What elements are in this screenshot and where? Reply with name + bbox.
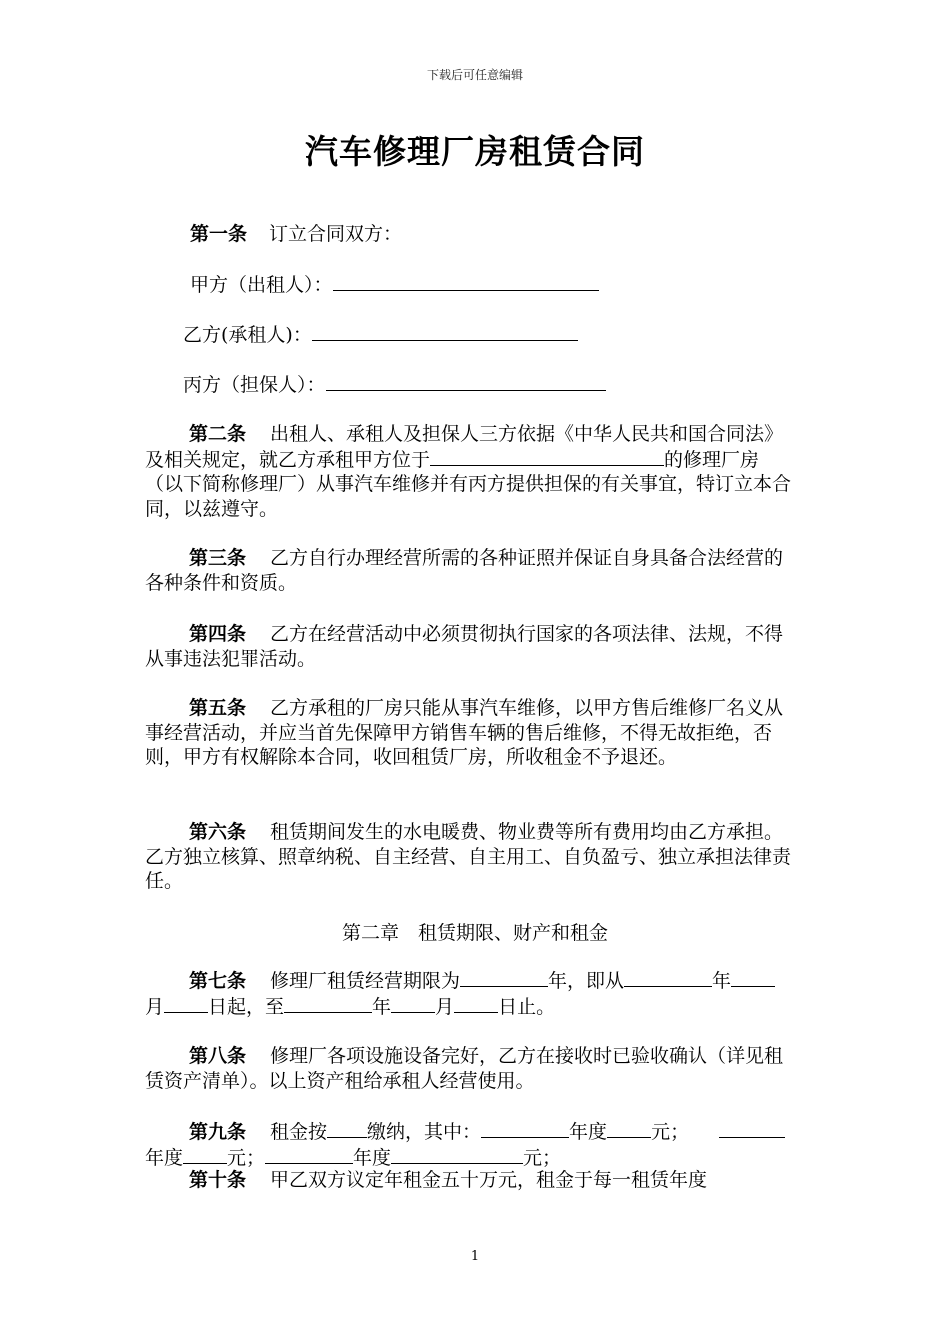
- article-9-text-7: 年度: [353, 1146, 392, 1169]
- article-1: [190, 222, 402, 246]
- start-month-blank: [731, 968, 775, 987]
- article-6-text: 租赁期间发生的水电暖费、物业费等所有费用均由乙方承担。乙方独立核算、照章纳税、自主经营、自主用工、自负盈亏、独立承担法律责任。: [145, 821, 792, 892]
- article-1-text: 订立合同双方：: [269, 223, 403, 245]
- article-5-text: 乙方承租的厂房只能从事汽车维修，以甲方售后维修厂名义从事经营活动，并应当首先保障甲方销售车辆的售后维修，不得无故拒绝，否则，甲方有权解除本合同，收回租赁厂房，所收租金不予退还。: [145, 697, 784, 768]
- article-6-label: 第六条: [189, 821, 247, 843]
- article-10: [145, 1168, 793, 1193]
- lessor-line: [190, 272, 599, 297]
- article-9-text-1: 租金按: [270, 1121, 328, 1143]
- page-number: 1: [470, 1249, 480, 1264]
- article-8-label: 第八条: [189, 1045, 247, 1067]
- end-day-blank: [454, 994, 498, 1013]
- article-6: [145, 820, 793, 894]
- article-2: [145, 422, 793, 521]
- header-note: 下载后可任意编辑: [426, 68, 523, 82]
- article-9-text-8: 元；: [523, 1146, 562, 1169]
- start-year-blank: [624, 968, 712, 987]
- article-7-text-7: 月: [435, 995, 455, 1018]
- article-5: [145, 696, 793, 770]
- article-4-text: 乙方在经营活动中必须贯彻执行国家的各项法律、法规，不得从事违法犯罪活动。: [145, 623, 784, 670]
- article-4: [145, 622, 793, 671]
- article-2-label: 第二条: [189, 423, 247, 445]
- amount-3-blank: [391, 1145, 523, 1164]
- start-day-blank: [164, 994, 208, 1013]
- year-2-blank: [719, 1119, 785, 1138]
- year-3-blank: [265, 1145, 353, 1164]
- article-2-text-2: 的修理厂房（以下简称修理厂）从事汽车维修并有丙方提供担保的有关事宜，特订立本合同，以兹遵守。: [145, 448, 792, 520]
- amount-2-blank: [183, 1145, 227, 1164]
- end-year-blank: [284, 994, 372, 1013]
- article-2-text-1: 出租人、承租人及担保人三方依据《中华人民共和国合同法》及相关规定，就乙方承租甲方位于: [145, 423, 784, 471]
- article-1-label: 第一条: [190, 223, 248, 245]
- lessor-label: 甲方（出租人）：: [190, 274, 333, 296]
- article-8: [145, 1044, 793, 1093]
- article-7-text-3: 年: [712, 970, 732, 992]
- article-7-text-1: 修理厂租赁经营期限为: [270, 970, 461, 992]
- article-9-label: 第九条: [189, 1121, 247, 1143]
- lessee-blank: [312, 322, 578, 341]
- document-title: 汽车修理厂房租赁合同: [305, 132, 645, 171]
- guarantor-line: [183, 372, 606, 397]
- article-9-text-4: 元；: [651, 1121, 690, 1143]
- chapter-heading: 第二章 租赁期限、财产和租金: [341, 922, 608, 944]
- article-7-text-4: 月: [145, 995, 165, 1018]
- lessor-blank: [333, 272, 599, 291]
- article-7-text-2: 年，即从: [548, 970, 625, 992]
- end-month-blank: [391, 994, 435, 1013]
- article-10-text: 甲乙双方议定年租金五十万元，租金于每一租赁年度: [270, 1169, 708, 1191]
- year-1-blank: [481, 1119, 569, 1138]
- lessee-label: 乙方(承租人)：: [183, 324, 312, 346]
- location-blank: [430, 447, 664, 466]
- article-9-text-5: 年度: [145, 1146, 184, 1169]
- article-3-label: 第三条: [189, 547, 247, 569]
- guarantor-label: 丙方（担保人）：: [183, 374, 326, 396]
- article-9-text-3: 年度: [569, 1121, 608, 1143]
- article-7-text-6: 年: [372, 995, 392, 1018]
- article-5-label: 第五条: [189, 697, 247, 719]
- article-4-label: 第四条: [189, 623, 247, 645]
- article-10-label: 第十条: [189, 1169, 247, 1191]
- article-7-text-8: 日止。: [498, 995, 556, 1018]
- guarantor-blank: [326, 372, 606, 391]
- lessee-line: [183, 322, 578, 347]
- article-3-text: 乙方自行办理经营所需的各种证照并保证自身具备合法经营的各种条件和资质。: [145, 547, 784, 594]
- article-9-text-6: 元；: [227, 1146, 266, 1169]
- amount-1-blank: [607, 1119, 651, 1138]
- term-years-blank: [460, 968, 548, 987]
- article-7-text-5: 日起，至: [208, 995, 285, 1018]
- article-7: [145, 968, 793, 1019]
- payment-method-blank: [327, 1119, 367, 1138]
- article-9-text-2: 缴纳，其中：: [367, 1121, 482, 1143]
- article-9: [145, 1119, 793, 1170]
- article-8-text: 修理厂各项设施设备完好，乙方在接收时已验收确认（详见租赁资产清单）。以上资产租给承租人经营使用。: [145, 1045, 784, 1092]
- article-7-label: 第七条: [189, 970, 247, 992]
- article-3: [145, 546, 793, 595]
